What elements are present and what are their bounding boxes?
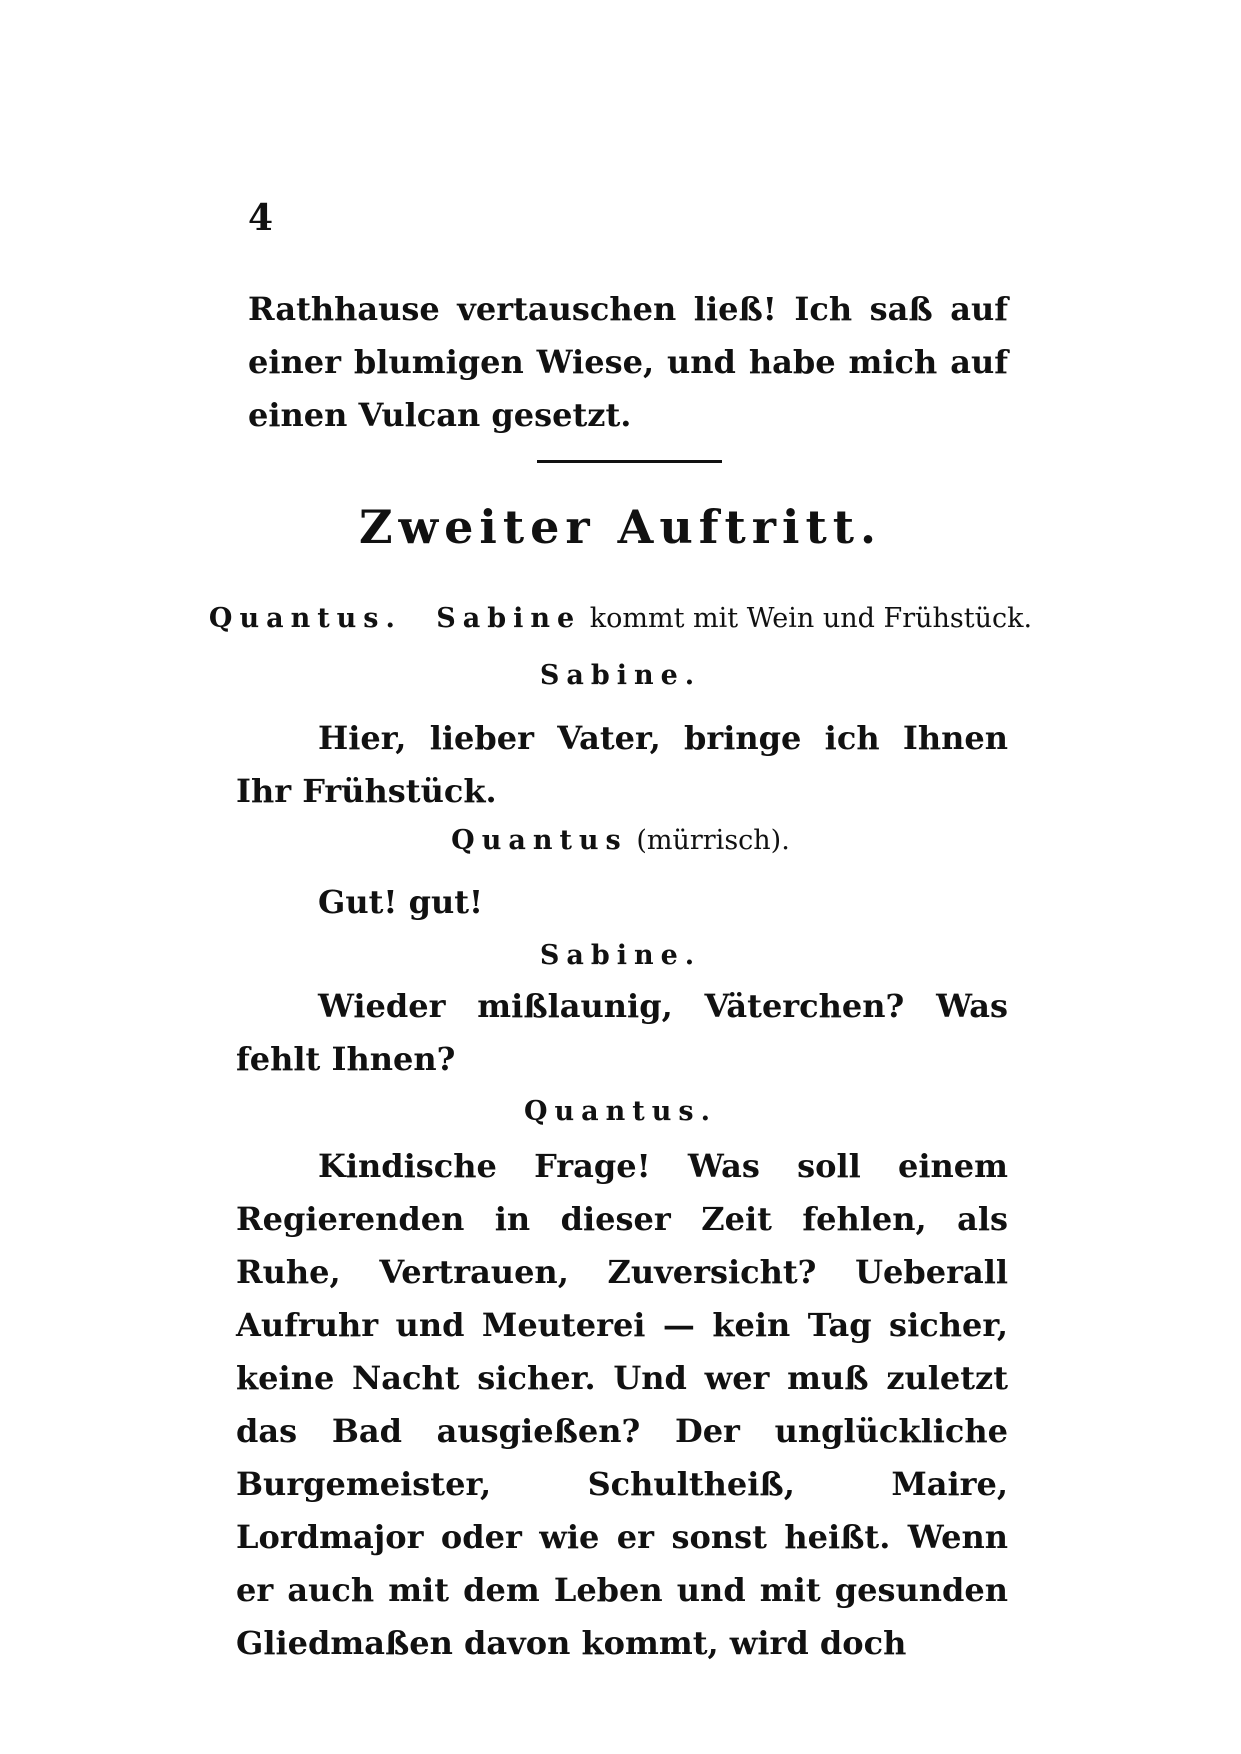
speaker-name: Sabine. bbox=[539, 660, 702, 691]
speaker-name: Quantus. bbox=[524, 1096, 717, 1127]
speech-text: Wieder mißlaunig, Väterchen? Was fehlt Ihnen? bbox=[236, 987, 1008, 1078]
speaker-label bbox=[0, 825, 1241, 857]
scene-title: Zweiter Auftritt. bbox=[358, 500, 883, 554]
speech-text: Hier, lieber Vater, bringe ich Ihnen Ihr Frühstück. bbox=[236, 719, 1008, 810]
stage-direction-name-1: Quantus. bbox=[208, 603, 402, 634]
speaker-label bbox=[0, 660, 1241, 692]
speaker-name: Sabine. bbox=[539, 940, 702, 971]
speech-text: Kindische Frage! Was soll einem Regierenden in dieser Zeit fehlen, als Ruhe, Vertrauen, Zuversicht? Ueberall Aufruhr und Meuterei — kein Tag sicher, keine Nacht sicher. Und wer muß zuletzt das Bad ausgießen? Der unglückliche Burgemeister, Schultheiß, Maire, Lordmajor oder wie er sonst heißt. Wenn er auch mit dem Leben und mit gesunden Gliedmaßen davon kommt, wird doch bbox=[236, 1147, 1008, 1662]
continuation-paragraph: Rathhause vertauschen ließ! Ich saß auf einer blumigen Wiese, und habe mich auf einen Vulcan gesetzt. bbox=[248, 290, 1008, 434]
stage-direction-text: kommt mit Wein und Frühstück. bbox=[589, 603, 1033, 634]
stage-direction-name-2: Sabine bbox=[436, 603, 582, 634]
speaker-label bbox=[0, 1096, 1241, 1128]
section-divider bbox=[537, 460, 722, 463]
speech-text: Gut! gut! bbox=[318, 883, 484, 921]
speaker-name: Quantus bbox=[451, 825, 628, 856]
speaker-label bbox=[0, 940, 1241, 972]
speaker-note: (mürrisch). bbox=[636, 825, 790, 856]
page-number: 4 bbox=[248, 197, 274, 239]
stage-direction bbox=[0, 603, 1241, 635]
